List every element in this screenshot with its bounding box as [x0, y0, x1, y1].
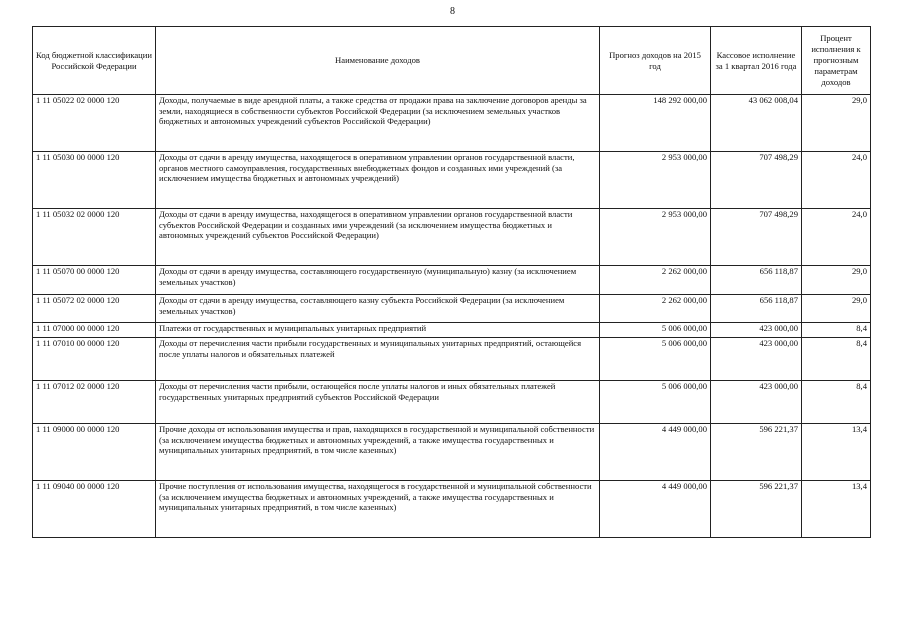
row-percent: 8,4	[802, 381, 871, 424]
table-row	[33, 338, 871, 381]
header-name: Наименование доходов	[156, 27, 600, 95]
row-code: 1 11 07010 00 0000 120	[33, 338, 156, 381]
row-percent: 24,0	[802, 209, 871, 266]
table-row	[33, 381, 871, 424]
row-execution: 423 000,00	[711, 338, 802, 381]
table-row	[33, 152, 871, 209]
row-percent: 8,4	[802, 323, 871, 338]
row-percent: 29,0	[802, 95, 871, 152]
row-percent: 24,0	[802, 152, 871, 209]
table-row	[33, 295, 871, 323]
row-execution: 707 498,29	[711, 152, 802, 209]
table-row	[33, 95, 871, 152]
row-forecast: 5 006 000,00	[600, 338, 711, 381]
row-code: 1 11 09040 00 0000 120	[33, 481, 156, 538]
row-forecast: 148 292 000,00	[600, 95, 711, 152]
row-forecast: 2 262 000,00	[600, 295, 711, 323]
row-execution: 596 221,37	[711, 424, 802, 481]
table-header-row	[33, 27, 871, 95]
row-percent: 29,0	[802, 295, 871, 323]
row-execution: 43 062 008,04	[711, 95, 802, 152]
row-name: Доходы, получаемые в виде арендной платы, а также средства от продажи права на заключение договоров аренды за земли, находящиеся в собственности субъектов Российской Федерации (за исключением земельных участков бюджетных и автономных учреждений субъектов Российской Федерации)	[156, 95, 600, 152]
row-code: 1 11 09000 00 0000 120	[33, 424, 156, 481]
row-forecast: 2 262 000,00	[600, 266, 711, 295]
page-number: 8	[450, 6, 455, 17]
row-code: 1 11 05032 02 0000 120	[33, 209, 156, 266]
row-forecast: 2 953 000,00	[600, 152, 711, 209]
row-name: Доходы от перечисления части прибыли государственных и муниципальных унитарных предприятий, остающейся после уплаты налогов и обязательных платежей	[156, 338, 600, 381]
row-name: Доходы от перечисления части прибыли, остающейся после уплаты налогов и иных обязательных платежей государственных унитарных предприятий субъектов Российской Федерации	[156, 381, 600, 424]
row-forecast: 5 006 000,00	[600, 323, 711, 338]
row-code: 1 11 05070 00 0000 120	[33, 266, 156, 295]
row-code: 1 11 05072 02 0000 120	[33, 295, 156, 323]
row-execution: 423 000,00	[711, 381, 802, 424]
row-code: 1 11 07012 02 0000 120	[33, 381, 156, 424]
row-forecast: 4 449 000,00	[600, 424, 711, 481]
row-code: 1 11 07000 00 0000 120	[33, 323, 156, 338]
row-name: Прочие поступления от использования имущества, находящегося в государственной и муниципальной собственности (за исключением имущества бюджетных и автономных учреждений, а также имущества государственных и муниципальных унитарных предприятий, в том числе казенных)	[156, 481, 600, 538]
row-execution: 707 498,29	[711, 209, 802, 266]
row-percent: 29,0	[802, 266, 871, 295]
row-percent: 13,4	[802, 424, 871, 481]
row-name: Доходы от сдачи в аренду имущества, составляющего казну субъекта Российской Федерации (за исключением земельных участков)	[156, 295, 600, 323]
header-forecast: Прогноз доходов на 2015 год	[600, 27, 711, 95]
table-row	[33, 424, 871, 481]
row-name: Прочие доходы от использования имущества и прав, находящихся в государственной и муниципальной собственности (за исключением имущества бюджетных и автономных учреждений, а также имущества государственных и муниципальных унитарных предприятий, в том числе казенных)	[156, 424, 600, 481]
header-code: Код бюджетной классификации Российской Федерации	[33, 27, 156, 95]
table-row	[33, 266, 871, 295]
row-execution: 656 118,87	[711, 266, 802, 295]
revenue-table	[32, 26, 871, 538]
row-execution: 596 221,37	[711, 481, 802, 538]
row-code: 1 11 05022 02 0000 120	[33, 95, 156, 152]
row-name: Доходы от сдачи в аренду имущества, находящегося в оперативном управлении органов государственной власти субъектов Российской Федерации и созданных ими учреждений (за исключением имущества бюджетных и автономных учреждений субъектов Российской Федерации)	[156, 209, 600, 266]
row-name: Доходы от сдачи в аренду имущества, составляющего государственную (муниципальную) казну (за исключением земельных участков)	[156, 266, 600, 295]
row-percent: 8,4	[802, 338, 871, 381]
row-execution: 656 118,87	[711, 295, 802, 323]
row-name: Доходы от сдачи в аренду имущества, находящегося в оперативном управлении органов государственной власти, органов местного самоуправления, государственных внебюджетных фондов и созданных ими учреждений (за исключением имущества бюджетных и автономных учреждений)	[156, 152, 600, 209]
row-code: 1 11 05030 00 0000 120	[33, 152, 156, 209]
row-execution: 423 000,00	[711, 323, 802, 338]
row-name: Платежи от государственных и муниципальных унитарных предприятий	[156, 323, 600, 338]
row-percent: 13,4	[802, 481, 871, 538]
table-row	[33, 481, 871, 538]
table-row	[33, 209, 871, 266]
row-forecast: 4 449 000,00	[600, 481, 711, 538]
header-execution: Кассовое исполнение за 1 квартал 2016 года	[711, 27, 802, 95]
table-row	[33, 323, 871, 338]
row-forecast: 2 953 000,00	[600, 209, 711, 266]
header-percent: Процент исполнения к прогнозным параметрам доходов	[802, 27, 871, 95]
row-forecast: 5 006 000,00	[600, 381, 711, 424]
